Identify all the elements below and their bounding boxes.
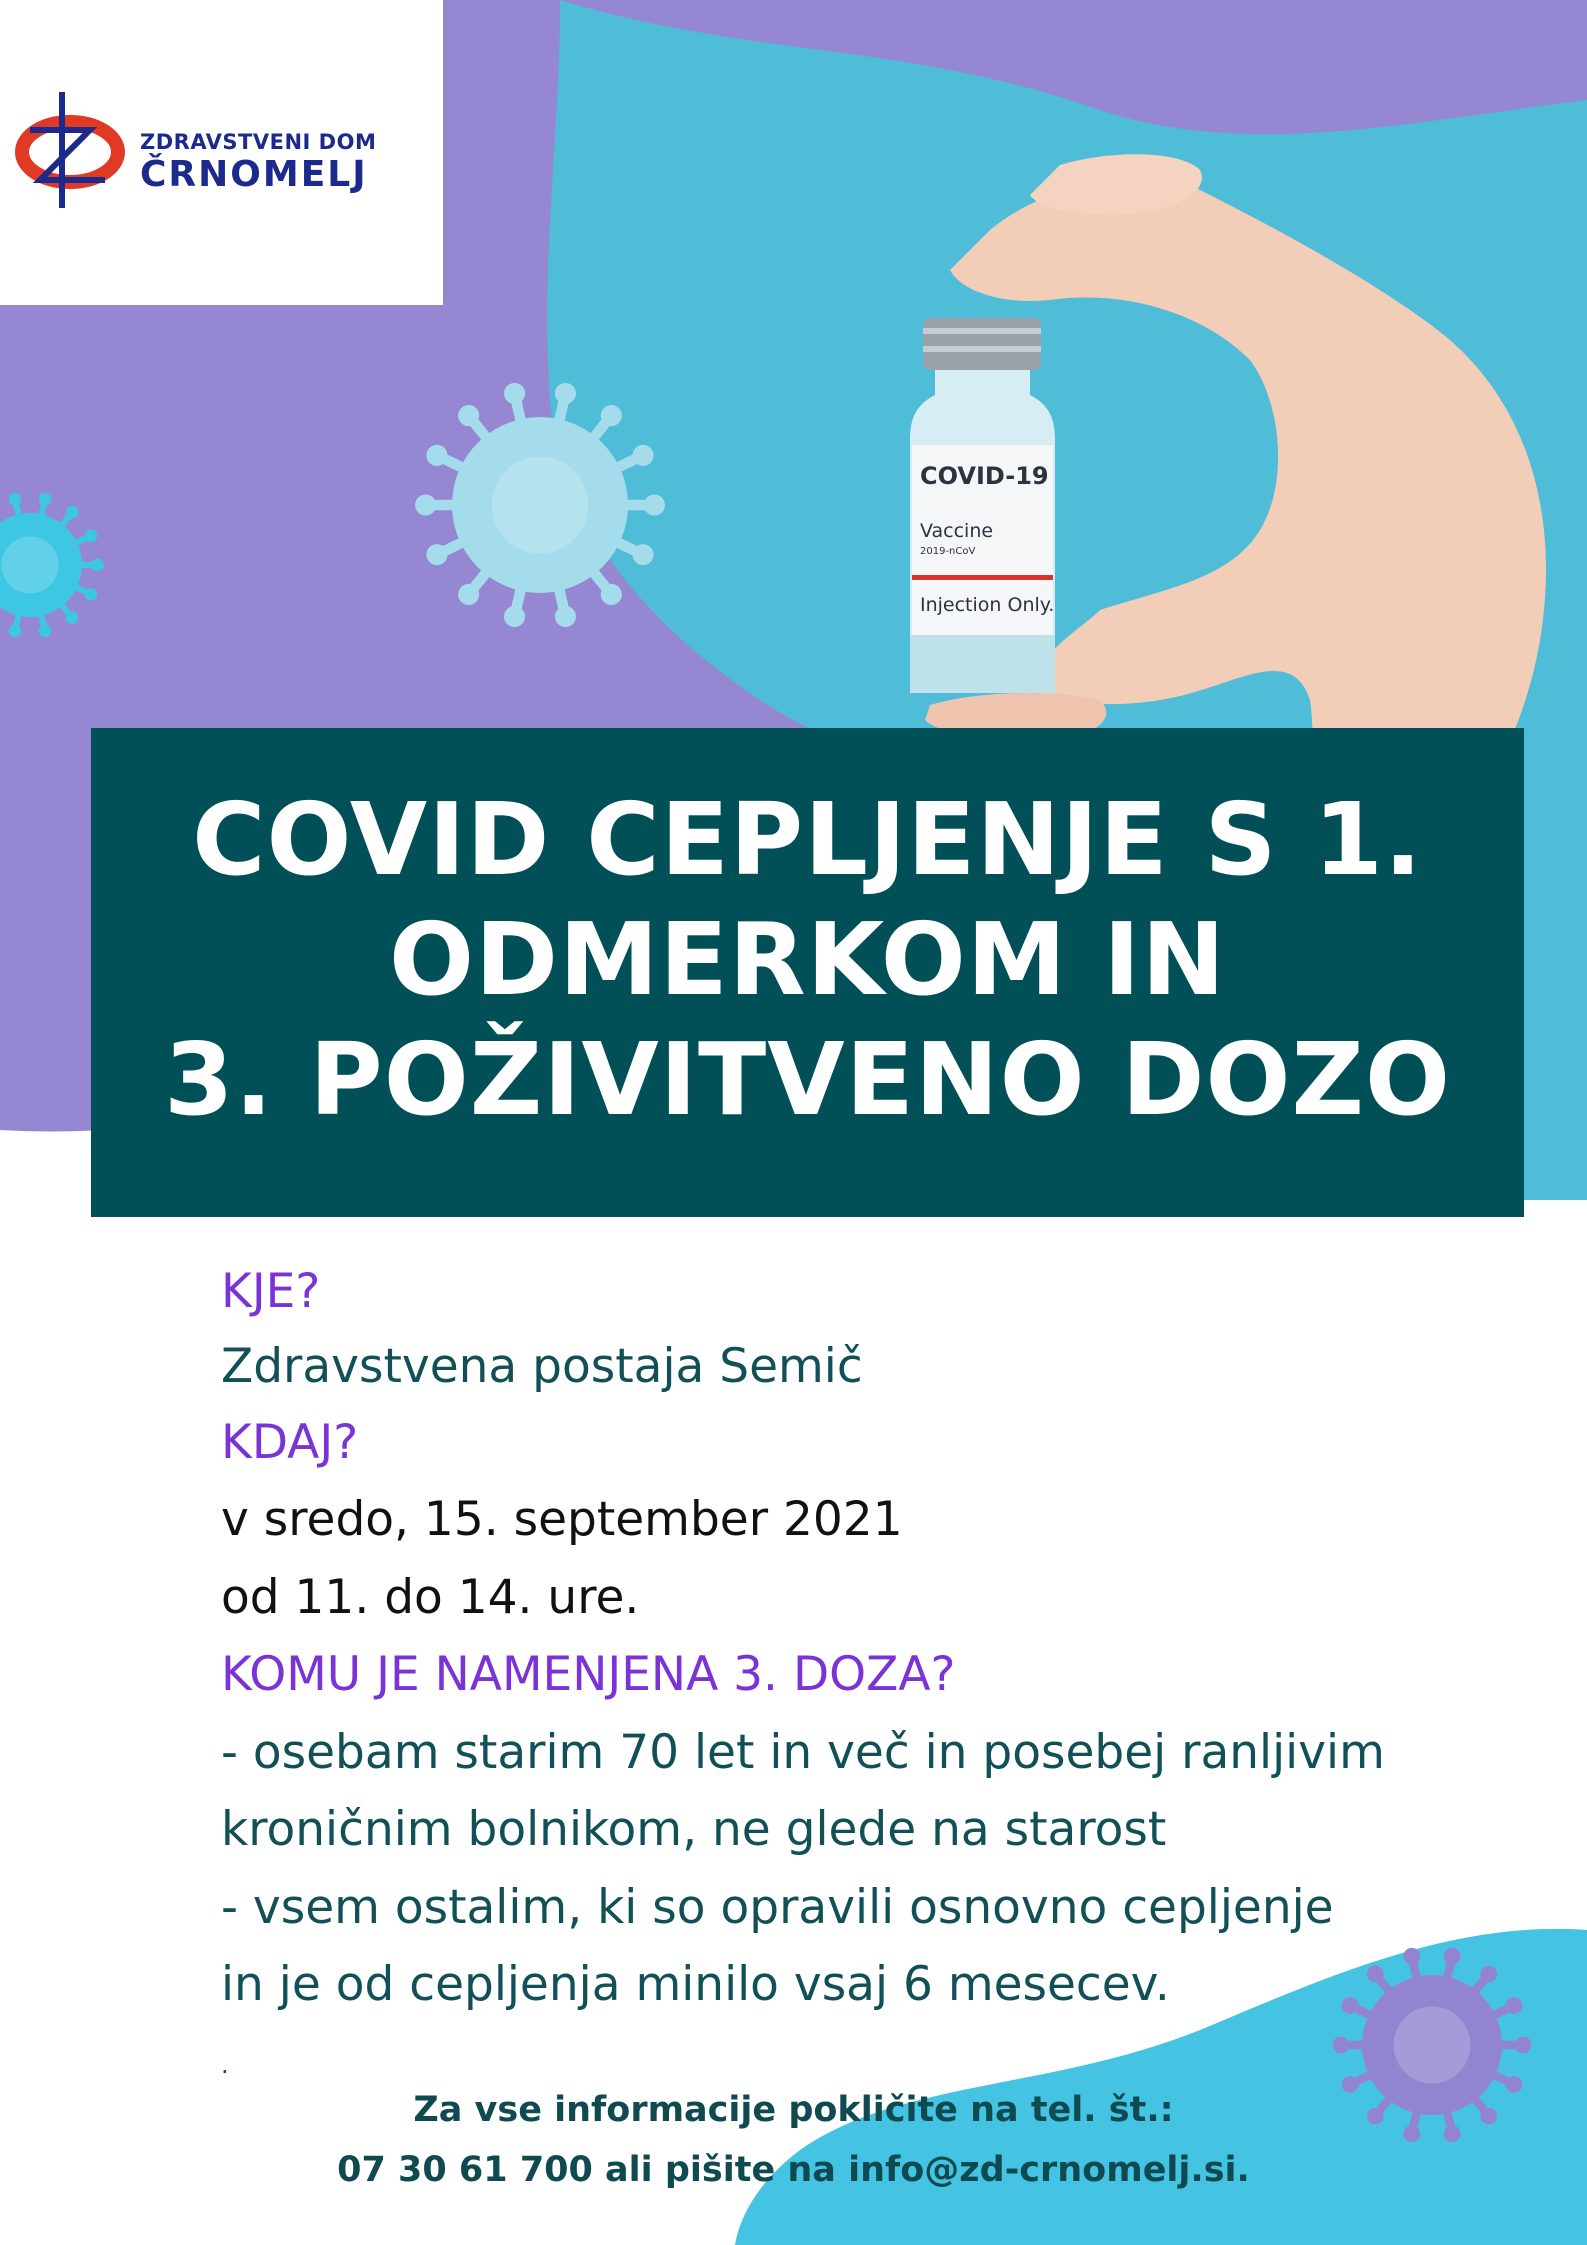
vial-cap bbox=[923, 318, 1041, 370]
trailing-dot: . bbox=[221, 2051, 229, 2079]
title-line-1: COVID CEPLJENJE S 1. bbox=[192, 781, 1423, 898]
when-date: v sredo, 15. september 2021 bbox=[221, 1492, 903, 1547]
who-answer-2: kroničnim bolnikom, ne glede na starost bbox=[221, 1802, 1167, 1857]
title-line-3: 3. POŽIVITVENO DOZO bbox=[164, 1021, 1451, 1138]
vial-label-injection: Injection Only. bbox=[920, 594, 1055, 616]
logo-text-line1: ZDRAVSTVENI DOM bbox=[140, 130, 377, 154]
vial-label-vaccine: Vaccine bbox=[920, 520, 994, 542]
where-answer: Zdravstvena postaja Semič bbox=[221, 1339, 863, 1394]
vial-label-title: COVID-19 bbox=[920, 462, 1049, 490]
title-banner bbox=[91, 728, 1524, 1217]
who-answer-3: - vsem ostalim, ki so opravili osnovno cepljenje bbox=[221, 1880, 1334, 1935]
who-answer-1: - osebam starim 70 let in več in posebej ranljivim bbox=[221, 1725, 1385, 1780]
who-question: KOMU JE NAMENJENA 3. DOZA? bbox=[221, 1647, 956, 1702]
vial-label-code: 2019-nCoV bbox=[920, 546, 976, 557]
when-question: KDAJ? bbox=[221, 1415, 359, 1470]
when-time: od 11. do 14. ure. bbox=[221, 1570, 640, 1625]
footer-contact: 07 30 61 700 ali pišite na info@zd-crnomelj.si. bbox=[337, 2150, 1250, 2190]
title-line-2: ODMERKOM IN bbox=[388, 901, 1227, 1018]
logo-text-line2: ČRNOMELJ bbox=[140, 154, 368, 195]
who-answer-4: in je od cepljenja minilo vsaj 6 mesecev. bbox=[221, 1957, 1170, 2012]
where-question: KJE? bbox=[221, 1264, 321, 1319]
footer-line-1: Za vse informacije pokličite na tel. št.: bbox=[413, 2090, 1174, 2130]
